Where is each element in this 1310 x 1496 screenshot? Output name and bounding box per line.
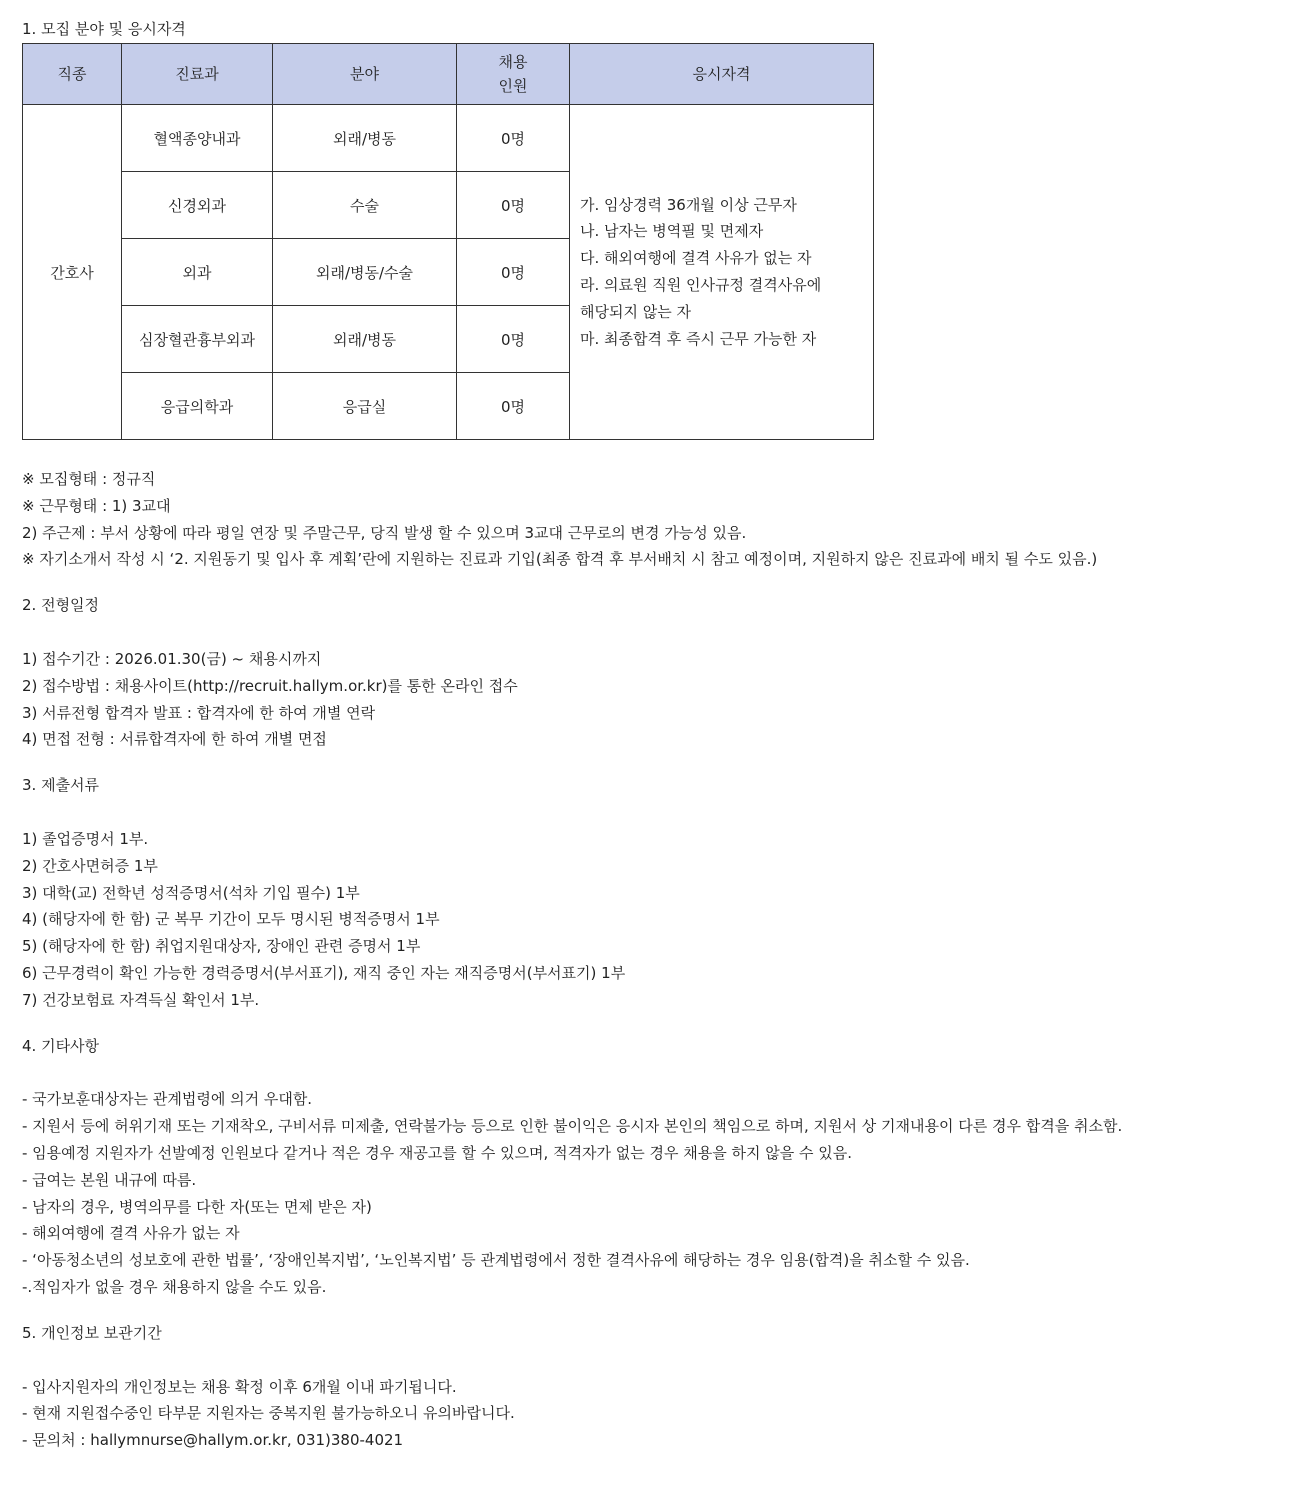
list-item: 1) 접수기간 : 2026.01.30(금) ~ 채용시까지 — [22, 649, 322, 668]
dept-cell: 혈액종양내과 — [122, 105, 273, 172]
privacy-list — [22, 1374, 1292, 1454]
dept-cell: 외과 — [122, 239, 273, 306]
list-item: 1) 졸업증명서 1부. — [22, 829, 149, 848]
header-qualification: 응시자격 — [570, 44, 874, 105]
documents-list — [22, 826, 1292, 1014]
header-count-line2: 인원 — [498, 77, 528, 95]
count-cell: 0명 — [457, 105, 570, 172]
section-5-title: 5. 개인정보 보관기간 — [22, 1323, 162, 1342]
qualification-cell — [570, 105, 874, 440]
header-dept: 진료과 — [122, 44, 273, 105]
list-item: 4) (해당자에 한 함) 군 복무 기간이 모두 명시된 병적증명서 1부 — [22, 910, 440, 929]
list-item: - ‘아동청소년의 성보호에 관한 법률’, ‘장애인복지법’, ‘노인복지법’ 등 관계법령에서 정한 결격사유에 해당하는 경우 임용(합격)을 취소할 수 있음. — [22, 1251, 970, 1270]
header-count-line1: 채용 — [498, 53, 528, 71]
note-line: 2) 주근제 : 부서 상황에 따라 평일 연장 및 주말근무, 당직 발생 할 수 있으며 3교대 근무로의 변경 가능성 있음. — [22, 523, 747, 542]
list-item: - 남자의 경우, 병역의무를 다한 자(또는 면제 받은 자) — [22, 1197, 372, 1216]
qualification-item: 라. 의료원 직원 인사규정 결격사유에 — [580, 276, 822, 294]
misc-list — [22, 1086, 1292, 1300]
qualification-item: 마. 최종합격 후 즉시 근무 가능한 자 — [580, 329, 817, 348]
recruitment-table — [22, 43, 874, 440]
notes-block — [22, 466, 1292, 573]
dept-cell: 심장혈관흉부외과 — [122, 306, 273, 373]
list-item: 7) 건강보험료 자격득실 확인서 1부. — [22, 990, 260, 1009]
list-item: - 입사지원자의 개인정보는 채용 확정 이후 6개월 이내 파기됩니다. — [22, 1377, 457, 1396]
section-3-title: 3. 제출서류 — [22, 776, 100, 795]
contact-info: - 문의처 : hallymnurse@hallym.or.kr, 031)380-4021 — [22, 1431, 404, 1450]
job-posting-document — [22, 0, 1292, 1454]
header-count — [457, 44, 570, 105]
list-item: 2) 접수방법 : 채용사이트(http://recruit.hallym.or.kr)를 통한 온라인 접수 — [22, 676, 518, 695]
field-cell: 수술 — [273, 172, 457, 239]
count-cell: 0명 — [457, 306, 570, 373]
field-cell: 외래/병동 — [273, 105, 457, 172]
qualification-item: 다. 해외여행에 결격 사유가 없는 자 — [580, 249, 812, 268]
list-item: 3) 대학(교) 전학년 성적증명서(석차 기입 필수) 1부 — [22, 883, 360, 902]
note-line: ※ 근무형태 : 1) 3교대 — [22, 496, 171, 515]
table-header-row — [23, 44, 874, 105]
note-line: ※ 자기소개서 작성 시 ‘2. 지원동기 및 입사 후 계획’란에 지원하는 진료과 기입(최종 합격 후 부서배치 시 참고 예정이며, 지원하지 않은 진료과에 배치 될 수도 있음.) — [22, 550, 1098, 569]
list-item: 3) 서류전형 합격자 발표 : 합격자에 한 하여 개별 연락 — [22, 703, 376, 722]
list-item: - 지원서 등에 허위기재 또는 기재착오, 구비서류 미제출, 연락불가능 등으로 인한 불이익은 응시자 본인의 책임으로 하며, 지원서 상 기재내용이 다른 경우 합격을 취소함. — [22, 1117, 1123, 1136]
count-cell: 0명 — [457, 172, 570, 239]
list-item: 6) 근무경력이 확인 가능한 경력증명서(부서표기), 재직 중인 자는 재직증명서(부서표기) 1부 — [22, 963, 626, 982]
dept-cell: 응급의학과 — [122, 373, 273, 440]
list-item: - 급여는 본원 내규에 따름. — [22, 1170, 197, 1189]
qualification-item: 해당되지 않는 자 — [580, 302, 691, 321]
list-item: - 임용예정 지원자가 선발예정 인원보다 같거나 적은 경우 재공고를 할 수 있으며, 적격자가 없는 경우 채용을 하지 않을 수 있음. — [22, 1143, 853, 1162]
list-item: - 국가보훈대상자는 관계법령에 의거 우대함. — [22, 1090, 313, 1109]
table-row — [23, 105, 874, 172]
list-item: - 해외여행에 결격 사유가 없는 자 — [22, 1224, 240, 1243]
dept-cell: 신경외과 — [122, 172, 273, 239]
field-cell: 응급실 — [273, 373, 457, 440]
job-cell: 간호사 — [23, 105, 122, 440]
note-line: ※ 모집형태 : 정규직 — [22, 470, 156, 488]
qualification-item: 가. 임상경력 36개월 이상 근무자 — [580, 195, 797, 214]
schedule-list — [22, 646, 1292, 753]
count-cell: 0명 — [457, 239, 570, 306]
qualification-item: 나. 남자는 병역필 및 면제자 — [580, 222, 764, 241]
header-field: 분야 — [273, 44, 457, 105]
section-4-title: 4. 기타사항 — [22, 1036, 100, 1055]
section-2-title: 2. 전형일정 — [22, 596, 100, 615]
list-item: 2) 간호사면허증 1부 — [22, 856, 158, 875]
count-cell: 0명 — [457, 373, 570, 440]
list-item: - 현재 지원접수중인 타부문 지원자는 중복지원 불가능하오니 유의바랍니다. — [22, 1404, 515, 1423]
list-item: -.적임자가 없을 경우 채용하지 않을 수도 있음. — [22, 1277, 327, 1296]
header-job: 직종 — [23, 44, 122, 105]
list-item: 4) 면접 전형 : 서류합격자에 한 하여 개별 면접 — [22, 730, 327, 749]
field-cell: 외래/병동 — [273, 306, 457, 373]
field-cell: 외래/병동/수술 — [273, 239, 457, 306]
list-item: 5) (해당자에 한 함) 취업지원대상자, 장애인 관련 증명서 1부 — [22, 937, 421, 956]
section-1-title: 1. 모집 분야 및 응시자격 — [22, 20, 186, 38]
